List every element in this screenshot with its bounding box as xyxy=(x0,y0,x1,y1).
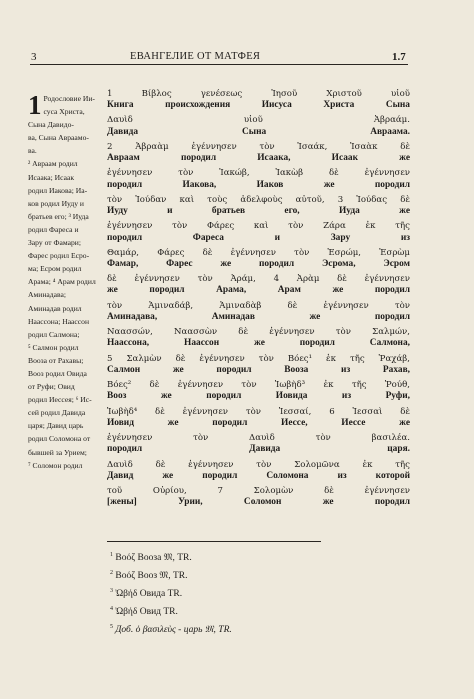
russian-line: Авраам породил Исаака, Исаак же xyxy=(107,153,410,164)
dropcap-chapter-number: 1 xyxy=(28,90,42,120)
side-text-line: родил Фареса и xyxy=(28,224,79,234)
side-text-line: Арама; ⁴ Арам родил xyxy=(28,277,96,287)
greek-line: Ναασσών, Ναασσὼν δὲ ἐγέννησεν τὸν Σαλμών, xyxy=(107,327,410,338)
russian-line: породил Фареса и Зару из xyxy=(107,232,410,243)
footnote-rule xyxy=(107,541,321,542)
side-text-line: суса Христа, xyxy=(43,107,85,117)
footnote xyxy=(110,549,410,564)
interlinear-pair xyxy=(107,354,410,376)
interlinear-pair xyxy=(107,142,410,164)
side-text-line: бывшей за Урием; xyxy=(28,447,87,457)
side-text-line: Вооз родил Овида xyxy=(28,368,87,378)
greek-line: 5 Σαλμὼν δὲ ἐγέννησεν τὸν Βόες¹ ἐκ τῆς Ῥαχάβ, xyxy=(107,353,410,364)
side-text-line: Сына Давидо- xyxy=(28,120,74,130)
footnote-text: Ὠβήδ Овид TR. xyxy=(113,607,178,618)
russian-line: породил Иакова, Иаков же породил xyxy=(107,179,410,190)
side-text-line: ⁷ Соломон родил xyxy=(28,460,83,470)
side-text-line: Аминадав родил xyxy=(28,303,82,313)
side-text-line: братьев его; ³ Иуда xyxy=(28,211,89,221)
greek-line: Βόες² δὲ ἐγέννησεν τὸν Ἰωβὴδ³ ἐκ τῆς Ῥούθ, xyxy=(107,380,410,391)
footnote-mark: 2 xyxy=(110,570,113,576)
side-text-line: родил Иессея; ⁶ Ис- xyxy=(28,395,92,405)
greek-line: Ἰωβὴδ⁴ δὲ ἐγέννησεν τὸν Ἰεσσαί, 6 Ἰεσσαὶ δὲ xyxy=(107,406,410,417)
side-text-line: Вооза от Рахавы; xyxy=(28,355,84,365)
interlinear-pair xyxy=(107,168,410,190)
side-text-line: родил Иакова; Иа- xyxy=(28,185,88,195)
greek-line: ἐγέννησεν τὸν Δαυὶδ τὸν βασιλέα. xyxy=(107,433,410,444)
side-text-line: ⁵ Салмон родил xyxy=(28,342,79,352)
side-text-line: ва. xyxy=(28,146,37,156)
russian-line: Иуду и братьев его, Иуда же xyxy=(107,206,410,217)
interlinear-pair xyxy=(107,433,410,455)
russian-line: Книга происхождения Иисуса Христа Сына xyxy=(107,100,410,111)
side-text-line: ва, Сына Авраамо- xyxy=(28,133,89,143)
interlinear-pair xyxy=(107,248,410,270)
russian-line: Фамар, Фарес же породил Эсрома, Эсром xyxy=(107,259,410,269)
interlinear-pair xyxy=(107,274,410,296)
side-text-line: родил Соломона от xyxy=(28,434,91,444)
greek-line: ἐγέννησεν τὸν Ἰακώβ, Ἰακὼβ δὲ ἐγέννησεν xyxy=(107,168,410,179)
footnote-text: Βοόζ Вооз 𝔐, TR. xyxy=(113,571,188,582)
footnote-mark: 3 xyxy=(110,588,113,594)
russian-line: [жены] Урии, Соломон же породил xyxy=(107,497,410,508)
side-text-line: ков родил Иуду и xyxy=(28,198,84,208)
interlinear-pair xyxy=(107,301,410,323)
side-text-line: Родословие Ии- xyxy=(43,94,95,103)
header-rule xyxy=(30,64,408,65)
greek-line: 2 Ἀβραὰμ ἐγέννησεν τὸν Ἰσαάκ, Ἰσαὰκ δὲ xyxy=(107,141,410,152)
side-translation-column xyxy=(28,92,98,472)
side-text-line: Наассона; Наассон xyxy=(28,316,90,326)
interlinear-pair xyxy=(107,486,410,508)
interlinear-pair xyxy=(107,195,410,217)
interlinear-pair xyxy=(107,89,410,111)
side-text-line: ² Авраам родил xyxy=(28,159,78,169)
greek-line: δὲ ἐγέννησεν τὸν Ἀράμ, 4 Ἀρὰμ δὲ ἐγέννησεν xyxy=(107,274,410,285)
russian-line: Аминадава, Аминадав же породил xyxy=(107,311,410,322)
russian-line: породил Давида царя. xyxy=(107,444,410,455)
footnote xyxy=(110,603,410,618)
footnote-mark: 4 xyxy=(110,606,113,612)
footnote xyxy=(110,621,410,636)
greek-line: Θαμάρ, Φάρες δὲ ἐγέννησεν τὸν Ἑσρώμ, Ἑσρὼμ xyxy=(107,247,410,258)
side-text-line: царя; Давид царь xyxy=(28,421,84,431)
greek-line: τὸν Ἀμιναδάβ, Ἀμιναδὰβ δὲ ἐγέννησεν τὸν xyxy=(107,300,410,311)
chapter-verse-reference: 1.7 xyxy=(392,51,406,63)
interlinear-pair xyxy=(107,327,410,349)
side-text-line: ма; Есром родил xyxy=(28,264,82,274)
greek-line: 1 Βίβλος γενέσεως Ἰησοῦ Χριστοῦ υἱοῦ xyxy=(107,89,410,99)
greek-line: Δαυὶδ υἱοῦ Ἀβραάμ. xyxy=(107,115,410,126)
greek-line: ἐγέννησεν τὸν Φάρες καὶ τὸν Ζάρα ἐκ τῆς xyxy=(107,221,410,232)
side-text-line: Фарес родил Есро- xyxy=(28,251,90,261)
russian-line: Давида Сына Авраама. xyxy=(107,126,410,137)
side-text-line: от Руфи; Овид xyxy=(28,382,75,392)
russian-line: Салмон же породил Вооза из Рахав, xyxy=(107,364,410,375)
interlinear-pair xyxy=(107,460,410,482)
side-text-line: Аминадава; xyxy=(28,290,66,300)
russian-line: Иовид же породил Иессе, Иессе же xyxy=(107,417,410,428)
russian-line: Давид же породил Соломона из которой xyxy=(107,470,410,481)
footnote-text: Ὠβήδ Овида TR. xyxy=(113,589,183,600)
greek-line: τοῦ Οὐρίου, 7 Σολομὼν δὲ ἐγέννησεν xyxy=(107,486,410,497)
side-translation-text xyxy=(28,92,98,472)
footnote xyxy=(110,567,410,582)
greek-line: τὸν Ἰούδαν καὶ τοὺς ἀδελφοὺς αὐτοῦ, 3 Ἰούδας δὲ xyxy=(107,194,410,205)
interlinear-pair xyxy=(107,221,410,243)
footnote-mark: 5 xyxy=(110,624,113,630)
interlinear-text xyxy=(107,89,410,513)
greek-line: Δαυὶδ δὲ ἐγέννησεν τὸν Σολομῶνα ἐκ τῆς xyxy=(107,459,410,470)
russian-line: Вооз же породил Иовида из Руфи, xyxy=(107,391,410,402)
footnote-mark: 1 xyxy=(110,552,113,558)
side-text-line: Исаака; Исаак xyxy=(28,172,75,182)
footnote-text: Доб. ὁ βασιλεὺς - царь 𝔐, TR. xyxy=(113,625,232,636)
interlinear-pair xyxy=(107,115,410,137)
footnote xyxy=(110,585,410,600)
side-text-line: сей родил Давида xyxy=(28,408,86,418)
interlinear-pair xyxy=(107,380,410,402)
interlinear-pair xyxy=(107,407,410,429)
running-title: ЕВАНГЕЛИЕ ОТ МАТФЕЯ xyxy=(130,51,261,62)
russian-line: Наассона, Наассон же породил Салмона, xyxy=(107,338,410,349)
side-text-line: Зару от Фамари; xyxy=(28,238,81,248)
russian-line: же породил Арама, Арам же породил xyxy=(107,285,410,296)
side-text-line: родил Салмона; xyxy=(28,329,80,339)
page-number: 3 xyxy=(31,51,37,63)
footnote-text: Βοόζ Вооза 𝔐, TR. xyxy=(113,553,192,564)
